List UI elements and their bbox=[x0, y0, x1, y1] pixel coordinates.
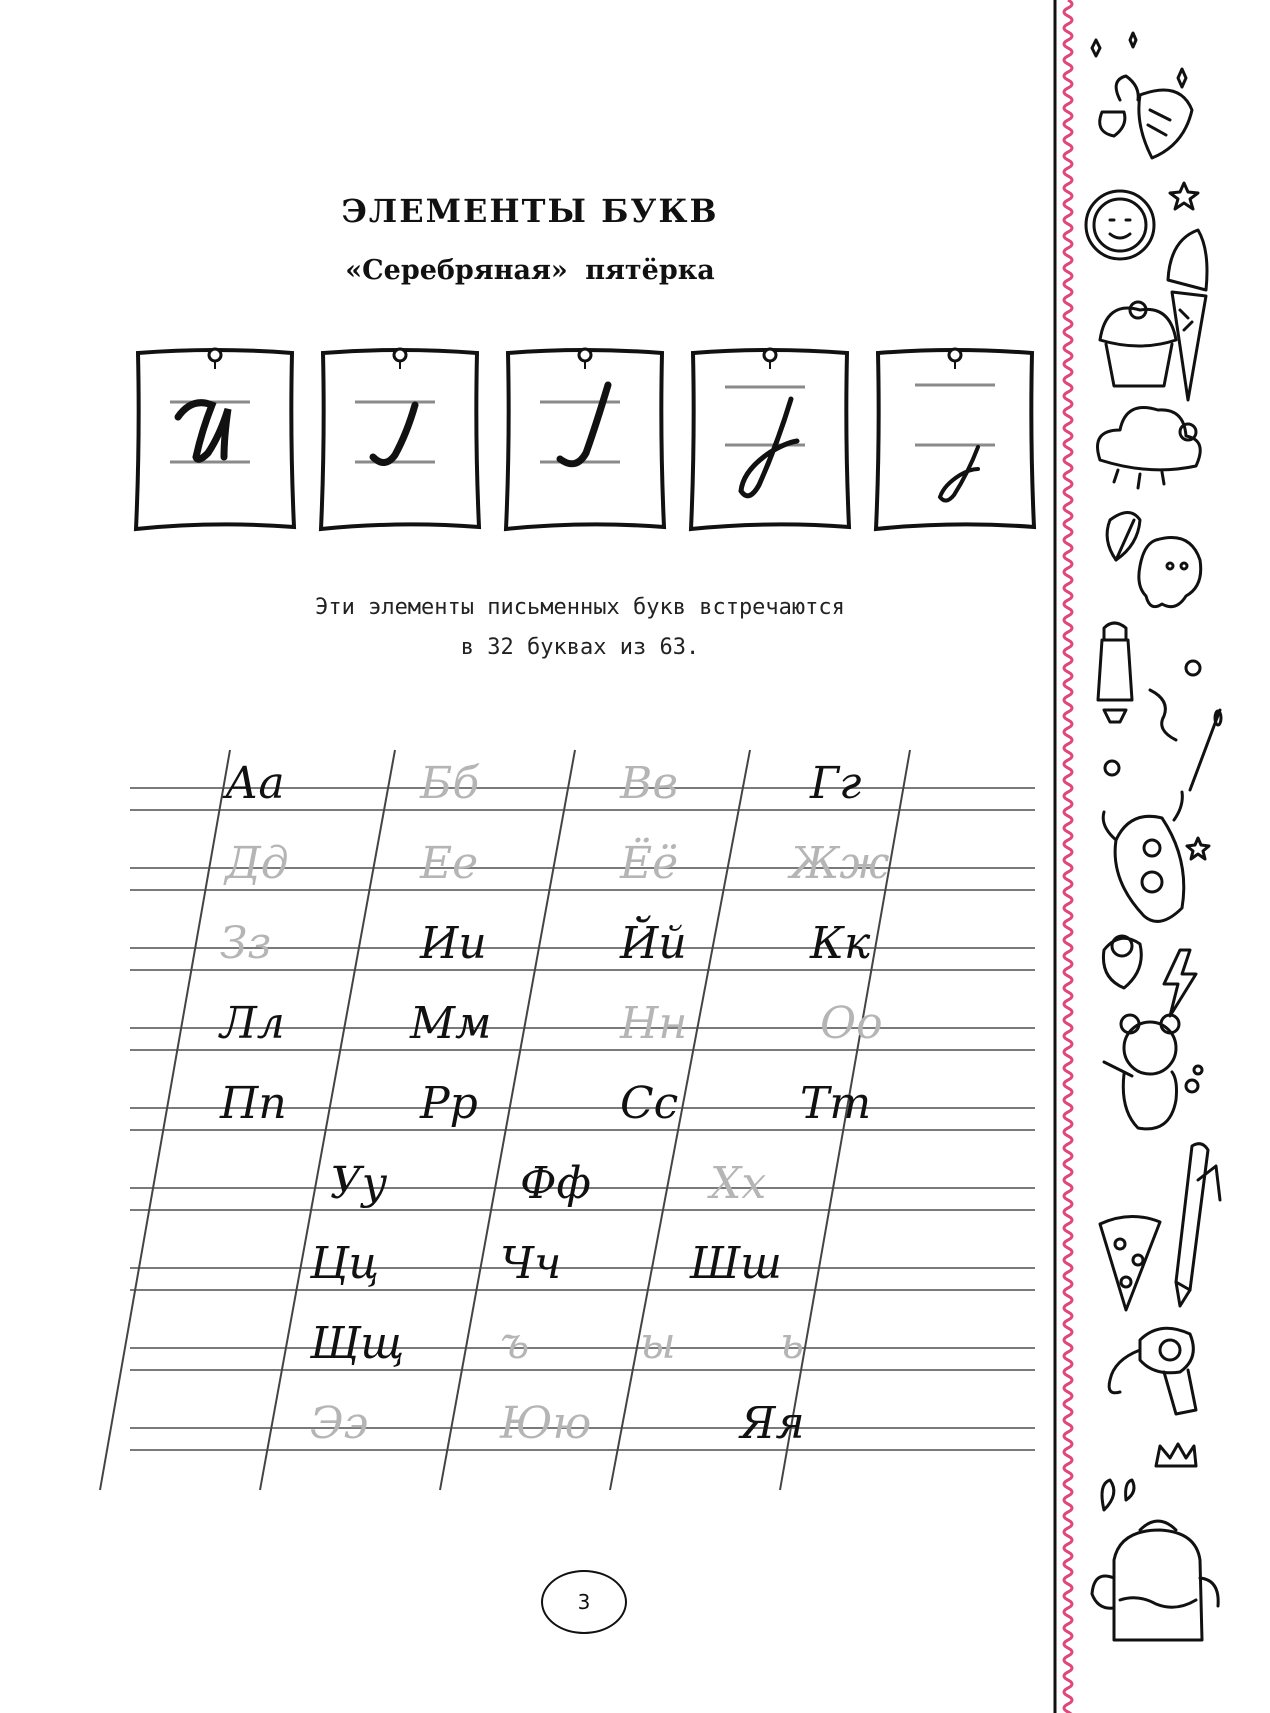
lemon-icon bbox=[1103, 936, 1141, 988]
alphabet-letter-pair: Зз bbox=[220, 918, 272, 969]
hair-dryer-icon bbox=[1109, 1328, 1196, 1414]
alphabet-letter-pair: Тт bbox=[800, 1078, 872, 1129]
page-number: 3 bbox=[541, 1570, 627, 1634]
alphabet-letter-pair: Ее bbox=[420, 838, 479, 889]
element-card-2 bbox=[315, 345, 485, 535]
alphabet-letter-pair: Юю bbox=[500, 1398, 592, 1449]
alphabet-letter-pair: Сс bbox=[620, 1078, 679, 1129]
alphabet-letter-pair: Яя bbox=[740, 1398, 805, 1449]
alphabet-letter-pair: Щщ bbox=[310, 1318, 405, 1369]
letter-elements-cards bbox=[130, 345, 1050, 545]
alphabet-letter-pair: Ии bbox=[420, 918, 487, 969]
alphabet-letter-pair: Уу bbox=[330, 1158, 388, 1209]
teapot-icon bbox=[1092, 1480, 1218, 1640]
alphabet-letter-pair: ъ bbox=[500, 1318, 530, 1369]
alphabet-letter-pair: Чч bbox=[500, 1238, 562, 1289]
element-card-5 bbox=[870, 345, 1040, 535]
element-3-icon bbox=[500, 345, 670, 535]
alphabet-letter-pair: Вв bbox=[620, 758, 678, 809]
alphabet-letter-pair: Мм bbox=[410, 998, 492, 1049]
page-subtitle: «Серебряная» пятёрка bbox=[345, 255, 715, 286]
glue-tube-icon bbox=[1098, 623, 1132, 722]
alphabet-letter-pair: ы bbox=[640, 1318, 676, 1369]
elements-note bbox=[0, 588, 1160, 668]
element-4-icon bbox=[685, 345, 855, 535]
alphabet-letter-pair: Дд bbox=[225, 838, 289, 889]
note-line-1: Эти элементы письменных букв встречаются bbox=[315, 595, 845, 620]
alphabet-letter-pair: Аа bbox=[225, 758, 285, 809]
alphabet-letter-pair: Нн bbox=[620, 998, 688, 1049]
element-5-icon bbox=[870, 345, 1040, 535]
alphabet-letter-pair: Шш bbox=[690, 1238, 782, 1289]
alphabet-letter-pair: Фф bbox=[520, 1158, 591, 1209]
alphabet-letter-pair: Кк bbox=[810, 918, 871, 969]
alphabet-letter-pair: Жж bbox=[790, 838, 890, 889]
sun-icon bbox=[1086, 191, 1154, 259]
beet-icon bbox=[1100, 76, 1192, 158]
crown-icon bbox=[1156, 1444, 1196, 1466]
alphabet-letter-pair: Ээ bbox=[310, 1398, 369, 1449]
sparkle-icon bbox=[1092, 33, 1186, 87]
alphabet-letter-pair: Лл bbox=[220, 998, 285, 1049]
alphabet-letter-pair: ь bbox=[780, 1318, 804, 1369]
element-card-1 bbox=[130, 345, 300, 535]
bull-rocket-icon bbox=[1103, 792, 1184, 921]
cupcake-icon bbox=[1100, 302, 1176, 386]
alphabet-letter-pair: Йй bbox=[620, 918, 687, 969]
alphabet-practice-grid bbox=[0, 740, 1060, 1510]
element-2-icon bbox=[315, 345, 485, 535]
teddy-bear-icon bbox=[1104, 1015, 1202, 1129]
element-card-4 bbox=[685, 345, 855, 535]
needle-icon bbox=[1105, 661, 1221, 790]
ruled-lines bbox=[0, 740, 1060, 1510]
alphabet-letter-pair: Ёё bbox=[620, 838, 679, 889]
cloud-icon bbox=[1098, 408, 1201, 489]
alphabet-letter-pair: Оо bbox=[820, 998, 883, 1049]
alphabet-letter-pair: Рр bbox=[420, 1078, 478, 1129]
pen-icon bbox=[1176, 1144, 1220, 1306]
octopus-icon bbox=[1139, 538, 1201, 607]
doodle-column bbox=[1080, 0, 1270, 1713]
ice-cream-icon bbox=[1168, 230, 1207, 400]
pizza-icon bbox=[1100, 1216, 1160, 1310]
alphabet-letter-pair: Бб bbox=[420, 758, 480, 809]
note-line-2: в 32 буквах из 63. bbox=[460, 635, 700, 660]
alphabet-letter-pair: Цц bbox=[310, 1238, 380, 1289]
leaf-icon bbox=[1107, 513, 1140, 561]
alphabet-letter-pair: Пп bbox=[220, 1078, 287, 1129]
alphabet-letter-pair: Гг bbox=[810, 758, 862, 809]
alphabet-letter-pair: Хх bbox=[710, 1158, 767, 1209]
element-1-icon bbox=[130, 345, 300, 535]
lightning-icon bbox=[1164, 950, 1196, 1016]
page-title: ЭЛЕМЕНТЫ БУКВ bbox=[341, 192, 719, 230]
slant-guide bbox=[100, 750, 230, 1490]
element-card-3 bbox=[500, 345, 670, 535]
wavy-border bbox=[1050, 0, 1080, 1713]
